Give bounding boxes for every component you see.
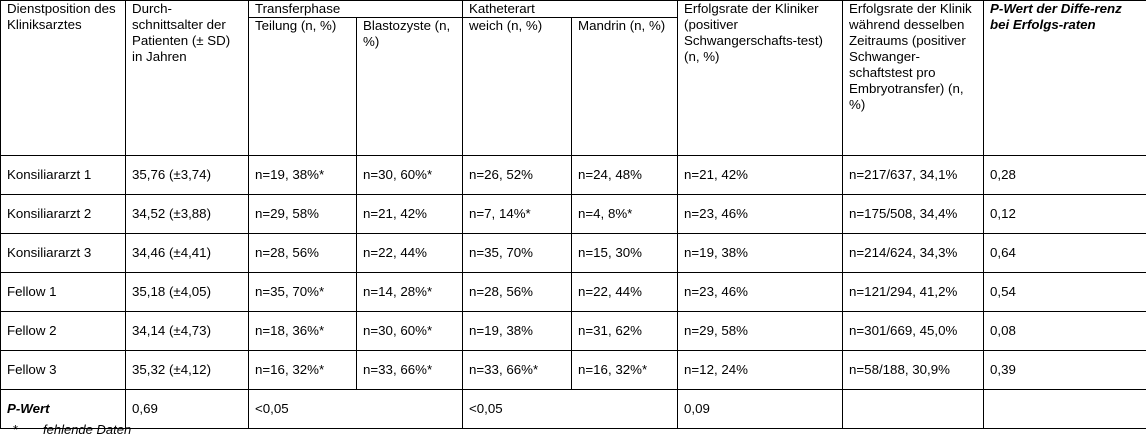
cell-blastozyste: n=30, 60%* [357, 156, 463, 195]
cell-mandrin: n=15, 30% [572, 234, 678, 273]
header-transfer-phase: Transferphase [249, 1, 463, 18]
footnote-mark: * [13, 422, 19, 437]
cell-position: Fellow 3 [1, 351, 126, 390]
cell-teilung: n=18, 36%* [249, 312, 357, 351]
header-mandrin: Mandrin (n, %) [572, 18, 678, 156]
cell-weich: n=7, 14%* [463, 195, 572, 234]
table-row [1, 195, 1146, 234]
cell-success-clinic: n=121/294, 41,2% [843, 273, 984, 312]
cell-teilung: n=35, 70%* [249, 273, 357, 312]
cell-success-clinician: n=19, 38% [678, 234, 843, 273]
cell-p-value: 0,28 [984, 156, 1146, 195]
cell-weich: n=35, 70% [463, 234, 572, 273]
cell-weich: n=26, 52% [463, 156, 572, 195]
header-teilung: Teilung (n, %) [249, 18, 357, 156]
cell-position: Fellow 2 [1, 312, 126, 351]
p-value-success: 0,09 [678, 390, 843, 429]
cell-position: Fellow 1 [1, 273, 126, 312]
cell-p-value: 0,54 [984, 273, 1146, 312]
cell-success-clinician: n=29, 58% [678, 312, 843, 351]
cell-weich: n=33, 66%* [463, 351, 572, 390]
cell-success-clinician: n=12, 24% [678, 351, 843, 390]
p-value-catheter: <0,05 [463, 390, 678, 429]
cell-age: 35,18 (±4,05) [126, 273, 249, 312]
cell-mandrin: n=24, 48% [572, 156, 678, 195]
cell-success-clinician: n=23, 46% [678, 195, 843, 234]
table-row [1, 351, 1146, 390]
cell-teilung: n=16, 32%* [249, 351, 357, 390]
cell-mandrin: n=4, 8%* [572, 195, 678, 234]
cell-teilung: n=19, 38%* [249, 156, 357, 195]
cell-mandrin: n=31, 62% [572, 312, 678, 351]
cell-position: Konsiliararzt 1 [1, 156, 126, 195]
cell-age: 34,46 (±4,41) [126, 234, 249, 273]
table-row [1, 273, 1146, 312]
cell-p-value: 0,64 [984, 234, 1146, 273]
cell-success-clinic: n=58/188, 30,9% [843, 351, 984, 390]
cell-age: 34,14 (±4,73) [126, 312, 249, 351]
header-catheter: Katheterart [463, 1, 678, 18]
cell-p-value: 0,12 [984, 195, 1146, 234]
cell-blastozyste: n=14, 28%* [357, 273, 463, 312]
cell-teilung: n=29, 58% [249, 195, 357, 234]
cell-age: 35,32 (±4,12) [126, 351, 249, 390]
p-value-empty-1 [843, 390, 984, 429]
cell-blastozyste: n=30, 60%* [357, 312, 463, 351]
header-position: Dienstposition des Kliniksarztes [1, 1, 126, 156]
p-value-transfer: <0,05 [249, 390, 463, 429]
cell-mandrin: n=22, 44% [572, 273, 678, 312]
cell-blastozyste: n=33, 66%* [357, 351, 463, 390]
cell-success-clinician: n=21, 42% [678, 156, 843, 195]
header-row [1, 1, 1146, 18]
cell-p-value: 0,08 [984, 312, 1146, 351]
header-success-clinic: Erfolgsrate der Klinik während desselben Zeitraums (positiver Schwanger-schaftstest pro Embryotransfer) (n, %) [843, 1, 984, 156]
cell-success-clinic: n=301/669, 45,0% [843, 312, 984, 351]
cell-p-value: 0,39 [984, 351, 1146, 390]
cell-success-clinic: n=217/637, 34,1% [843, 156, 984, 195]
cell-age: 34,52 (±3,88) [126, 195, 249, 234]
footnote-text: fehlende Daten [43, 422, 132, 437]
cell-success-clinician: n=23, 46% [678, 273, 843, 312]
cell-weich: n=28, 56% [463, 273, 572, 312]
p-value-label: P-Wert [1, 390, 126, 429]
cell-position: Konsiliararzt 2 [1, 195, 126, 234]
cell-teilung: n=28, 56% [249, 234, 357, 273]
footnote [13, 423, 131, 437]
p-value-empty-2 [984, 390, 1146, 429]
table-body [1, 156, 1146, 390]
cell-blastozyste: n=22, 44% [357, 234, 463, 273]
cell-age: 35,76 (±3,74) [126, 156, 249, 195]
header-success-clinician: Erfolgsrate der Kliniker (positiver Schwangerschafts-test) (n, %) [678, 1, 843, 156]
header-p-value: P-Wert der Diffe-renz bei Erfolgs-raten [984, 1, 1146, 156]
header-weich: weich (n, %) [463, 18, 572, 156]
cell-mandrin: n=16, 32%* [572, 351, 678, 390]
p-value-row [1, 390, 1146, 429]
cell-success-clinic: n=175/508, 34,4% [843, 195, 984, 234]
cell-weich: n=19, 38% [463, 312, 572, 351]
cell-blastozyste: n=21, 42% [357, 195, 463, 234]
cell-success-clinic: n=214/624, 34,3% [843, 234, 984, 273]
header-age: Durch-schnittsalter der Patienten (± SD) in Jahren [126, 1, 249, 156]
table-row [1, 312, 1146, 351]
cell-position: Konsiliararzt 3 [1, 234, 126, 273]
header-blastozyste: Blastozyste (n, %) [357, 18, 463, 156]
table-row [1, 156, 1146, 195]
table-row [1, 234, 1146, 273]
p-value-age: 0,69 [126, 390, 249, 429]
